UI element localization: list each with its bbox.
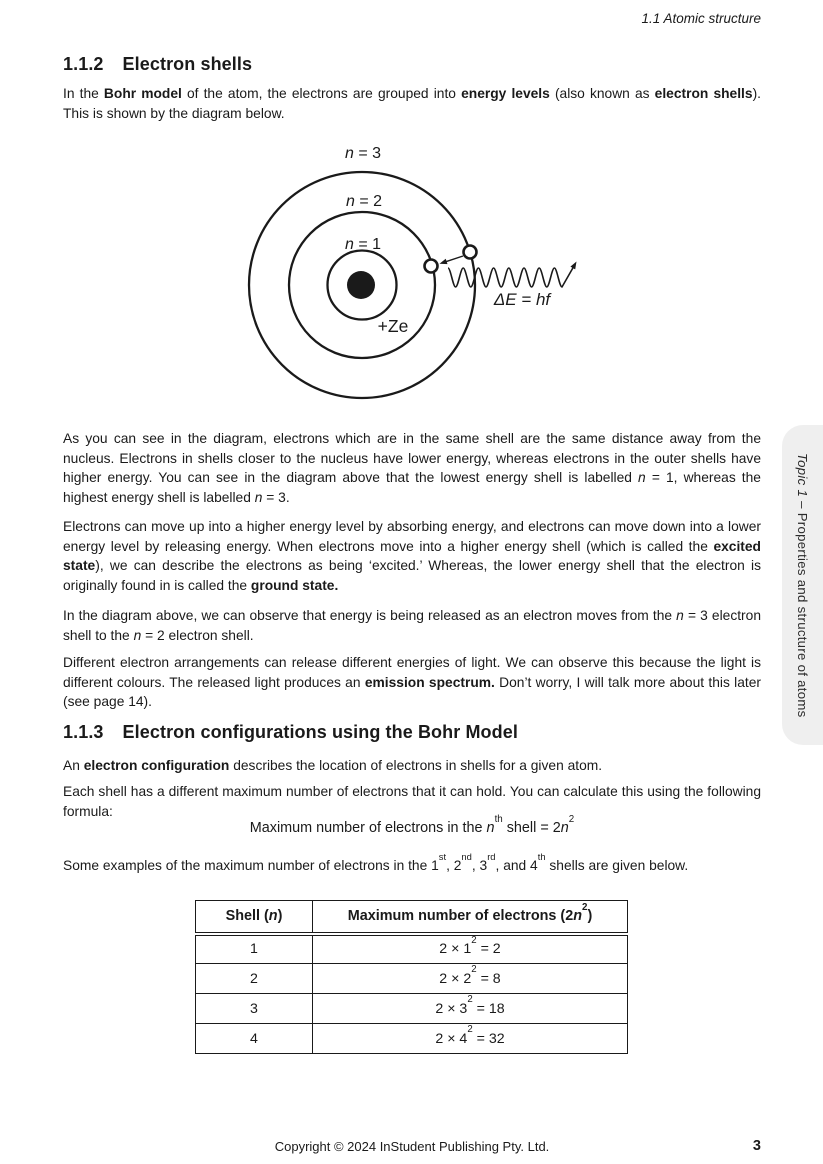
shell-label-n2: n = 2 — [345, 193, 383, 210]
paragraph-bohr-model-intro: In the Bohr model of the atom, the electrons are grouped into energy levels (also known as electron shells). This is shown by the diagram below. — [63, 86, 761, 121]
photon-wave — [448, 266, 574, 287]
section-number: 1.1.3 — [63, 722, 104, 742]
copyright-notice: Copyright © 2024 InStudent Publishing Pty. Ltd. — [274, 1139, 550, 1154]
table-row — [196, 1024, 628, 1054]
max-electrons-cell: $2 \times 2^2 = 8$ — [313, 964, 628, 994]
nucleus-label: +Ze — [377, 316, 409, 336]
running-header: 1.1 Atomic structure — [641, 11, 761, 26]
section-title: Electron configurations using the Bohr Model — [122, 722, 518, 742]
shell-number-cell: 3 — [196, 994, 313, 1024]
column-header-max-electrons: Maximum number of electrons $(2n^2)$ — [313, 901, 628, 934]
nucleus-dot — [347, 271, 375, 299]
shell-number-cell: 4 — [196, 1024, 313, 1054]
max-electrons-formula: Maximum number of electrons in the $n^{th}$ shell = $2n^2$ — [249, 813, 575, 836]
photon-arrowhead — [570, 262, 576, 270]
topic-side-tab — [782, 425, 823, 745]
shell-number-cell: 1 — [196, 934, 313, 964]
paragraph-emission-spectrum: Different electron arrangements can release different energies of light. We can observe this because the light is different colours. The released light produces an emission spectrum. Don’t worry, I will talk more about this later (see page 14). — [63, 655, 761, 710]
bohr-model-diagram — [230, 140, 590, 415]
paragraph-shell-examples: Some examples of the maximum number of electrons in the 1st, 2nd, 3rd, and 4th shells are given below. — [63, 852, 689, 873]
table-row — [196, 994, 628, 1024]
section-heading-1-1-3 — [63, 722, 518, 743]
table-header-row — [196, 901, 628, 934]
shell-number-cell: 2 — [196, 964, 313, 994]
shell-label-n3: n = 3 — [344, 145, 382, 162]
topic-side-tab-label: Topic 1 – Properties and structure of atoms — [795, 452, 810, 718]
section-number: 1.1.2 — [63, 54, 104, 74]
paragraph-shell-distance: As you can see in the diagram, electrons which are in the same shell are the same distance away from the nucleus. Electrons in shells closer to the nucleus have lower energy, whereas electrons in the outer shells have higher energy. You can see in the diagram above that the lowest energy shell is labelled n = 1, whereas the highest energy shell is labelled n = 3. — [63, 431, 761, 505]
paragraph-electron-configuration-def: An electron configuration describes the location of electrons in shells for a given atom. — [63, 758, 603, 773]
max-electrons-cell: $2 \times 1^2 = 2$ — [313, 934, 628, 964]
shell-label-n1: n = 1 — [344, 236, 382, 253]
section-title: Electron shells — [122, 54, 253, 74]
table-row — [196, 934, 628, 964]
photon-energy-label: ΔE = hf — [493, 290, 551, 309]
column-header-shell: Shell (n) — [196, 901, 313, 934]
page-number: 3 — [752, 1138, 761, 1154]
paragraph-max-electrons-intro: Each shell has a different maximum number of electrons that it can hold. You can calculate this using the following formula: — [63, 784, 761, 819]
electron-on-n2 — [425, 260, 438, 273]
max-electrons-table — [195, 900, 628, 1054]
paragraph-excited-ground-state: Electrons can move up into a higher energy level by absorbing energy, and electrons can move down into a lower energy level by releasing energy. When electrons move into a higher energy shell (which is called the excited state), we can describe the electrons as being ‘excited.’ Whereas, the lower energy shell that the electron is originally found in is called the ground state. — [63, 519, 761, 593]
max-electrons-cell: $2 \times 4^2 = 32$ — [313, 1024, 628, 1054]
electron-on-n3 — [464, 246, 477, 259]
max-electrons-cell: $2 \times 3^2 = 18$ — [313, 994, 628, 1024]
paragraph-energy-released: In the diagram above, we can observe that energy is being released as an electron moves from the n = 3 electron shell to the n = 2 electron shell. — [63, 608, 761, 643]
section-heading-1-1-2 — [63, 54, 252, 75]
table-row — [196, 964, 628, 994]
transition-arrow — [444, 256, 463, 262]
transition-arrowhead — [440, 259, 448, 264]
